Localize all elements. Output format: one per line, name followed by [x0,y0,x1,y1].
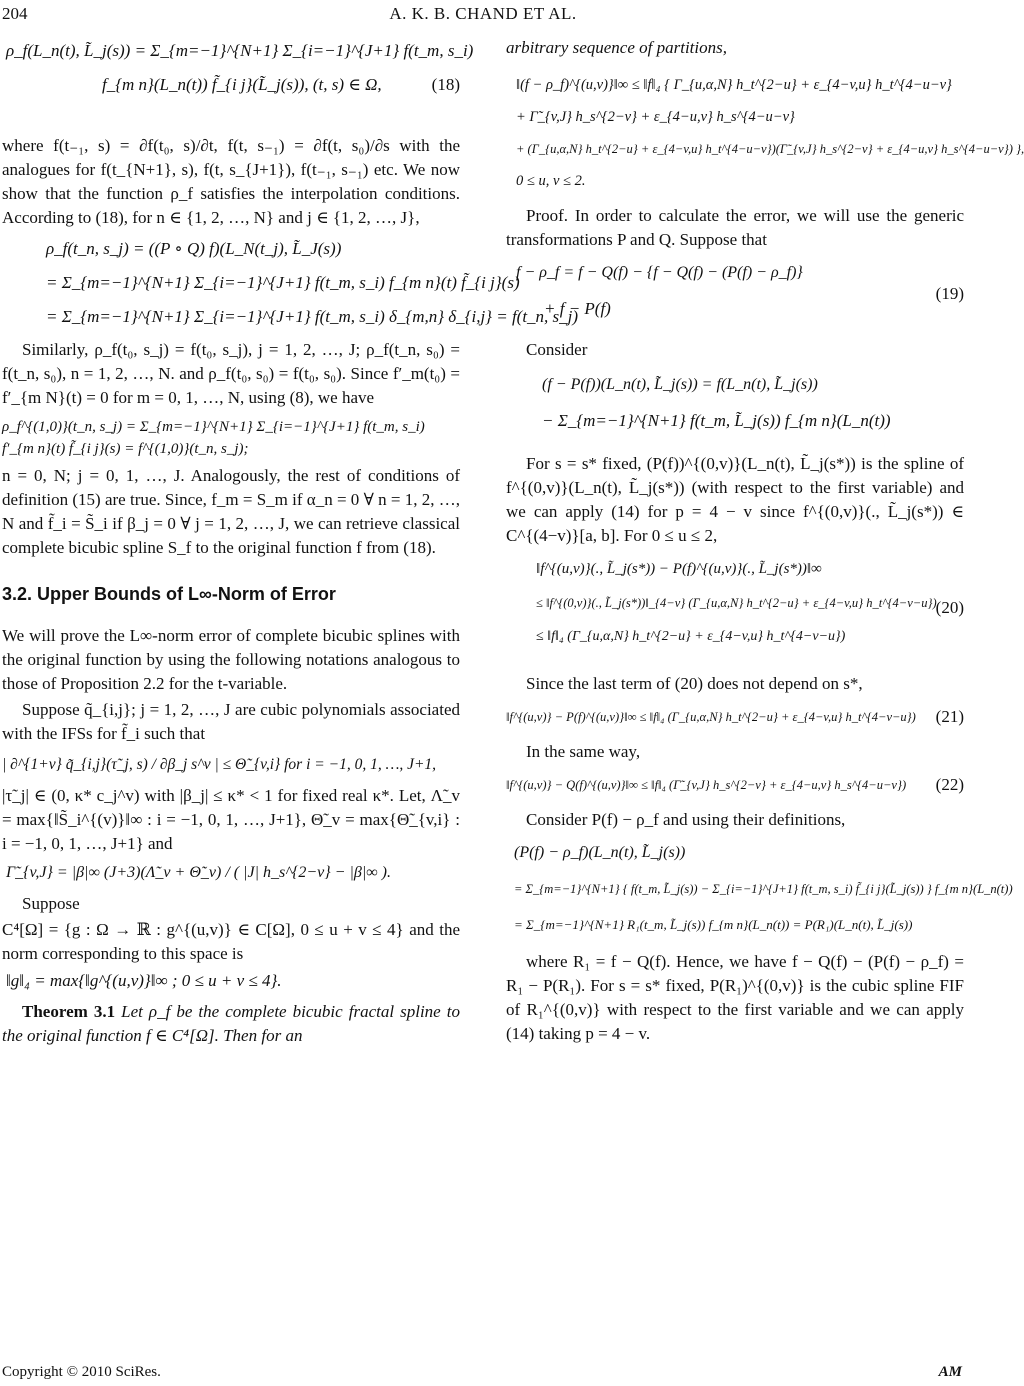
running-head: A. K. B. CHAND ET AL. [389,4,577,23]
equation-line: = Σ_{m=−1}^{N+1} R₁(t_m, L̃_j(s)) f_{m n}(L_n(t)) = P(R₁)(L_n(t), L̃_j(s)) [514,917,913,932]
equation-line: 0 ≤ u, v ≤ 2. [516,173,586,189]
paragraph: where f(t₋₁, s) = ∂f(t₀, s)/∂t, f(t, s₋₁) = ∂f(t, s₀)/∂s with the analogues for f(t_{N+1}, s), f(t, s_{J+1}), f(t₋₁, s₋₁) etc. We now show that the function ρ_f satisfies the interpolation conditions. According to (18), for n ∈ {1, 2, …, N} and j ∈ {1, 2, …, J}, [2,136,460,227]
equation-18-line-2: f_{m n}(L_n(t)) f̃_{i j}(L̃_j(s)), (t, s) ∈ Ω, [102,75,382,94]
equation-22 [506,774,964,796]
paragraph: Suppose [22,894,80,913]
equation-19-line-2: + f − P(f) [544,299,611,318]
equation-20 [506,558,964,658]
theorem-text: Let ρ_f be the complete bicubic fractal spline to the original function f ∈ C⁴[Ω]. Then for an [2,1002,460,1045]
paragraph: Consider P(f) − ρ_f and using their definitions, [526,810,846,829]
equation-line: = Σ_{m=−1}^{N+1} Σ_{i=−1}^{J+1} f(t_m, s_i) f_{m n}(t) f̃_{i j}(s) [46,273,520,292]
paragraph: In the same way, [526,742,641,761]
journal-abbrev: AM [938,1364,962,1380]
equation-line: | ∂^{1+v} q̃_{i,j}(τ̃_j, s) / ∂β_j s^v | ≤ Θ̃_{v,i} for i = −1, 0, 1, …, J+1, [2,756,437,773]
equation-18-number: (18) [431,75,460,94]
equation-line: (P(f) − ρ_f)(L_n(t), L̃_j(s)) [514,844,686,861]
page-number: 204 [2,4,28,23]
paragraph: Suppose q̃_{i,j}; j = 1, 2, …, J are cubic polynomials associated with the IFSs for f̃_i such that [2,700,460,743]
equation-20-number: (20) [935,598,964,617]
right-column [506,36,1024,1048]
theorem [2,1000,460,1048]
equation-derivative [2,416,460,460]
equation-line: Γ̃_{v,J} = |β|∞ (J+3)(Λ̃_v + Θ̃_v) / ( |J| h_s^{2−v} − |β|∞ ). [6,864,391,881]
equation-19 [506,262,964,326]
equation-p-minus-rho [506,842,1013,936]
equation-20-line-3: ≤ ‖f‖₄ (Γ_{u,α,N} h_t^{2−u} + ε_{4−v,u} h_t^{4−v−u}) [536,629,846,644]
equation-22-number: (22) [935,775,964,794]
equation-21 [506,706,964,728]
equation-21-number: (21) [935,707,964,726]
equation-line: = Σ_{m=−1}^{N+1} { f(t_m, L̃_j(s)) − Σ_{i=−1}^{J+1} f(t_m, s_i) f̃_{i j}(L̃_j(s)) } f_{m n}(L_n(t)) [514,882,1013,896]
page-header [0,4,966,28]
equation-22-line: ‖f^{(u,v)} − Q(f)^{(u,v)}‖∞ ≤ ‖f‖₄ (Γ̃_{v,J} h_s^{2−v} + ε_{4−u,v} h_s^{4−u−v}) [506,778,907,792]
equation-21-line: ‖f^{(u,v)} − P(f)^{(u,v)}‖∞ ≤ ‖f‖₄ (Γ_{u,α,N} h_t^{2−u} + ε_{4−v,u} h_t^{4−v−u}) [506,710,916,724]
paragraph: Proof. In order to calculate the error, we will use the generic transformations P and Q. Suppose that [506,206,964,249]
paragraph: n = 0, N; j = 0, 1, …, J. Analogously, the rest of conditions of definition (15) are true. Since, f_m = S_m if α_n = 0 ∀ n = 1, 2, …, N and f̃_i = S̃_i if β_j = 0 ∀ j = 1, 2, …, J, we can retrieve classical complete bicubic spline S_f to the original function f from (18). [2,466,460,557]
paragraph: Similarly, ρ_f(t₀, s_j) = f(t₀, s_j), j = 1, 2, …, J; ρ_f(t_n, s₀) = f(t_n, s₀), n = 1, 2, …, N. and ρ_f(t₀, s₀) = f(t₀, s₀). Since f′_m(t₀) = f′_{m N}(t) = 0 for m = 0, 1, …, N, using (8), we have [2,340,460,407]
copyright: Copyright © 2010 SciRes. [2,1364,161,1380]
equation-line: ‖(f − ρ_f)^{(u,v)}‖∞ ≤ ‖f‖₄ { Γ_{u,α,N} h_t^{2−u} + ε_{4−v,u} h_t^{4−u−v} [516,77,952,93]
equation-line: ρ_f^{(1,0)}(t_n, s_j) = Σ_{m=−1}^{N+1} Σ_{i=−1}^{J+1} f(t_m, s_i) f′_{m n}(t) f̃_{i j}(s) = f^{(1,0)}(t_n, s_j); [2,419,425,457]
paragraph: For s = s* fixed, (P(f))^{(0,v)}(L_n(t), L̃_j(s*)) is the spline of f^{(0,v)}(L_n(t), L̃_j(s*)) (with respect to the first variable) and we can apply (14) for p = 4 − v since f^{(0,v)}(., L̃_j(s*)) ∈ C^{(4−v)}[a, b]. For 0 ≤ u ≤ 2, [506,454,964,545]
page-footer [0,1364,966,1384]
equation-line: − Σ_{m=−1}^{N+1} f(t_m, L̃_j(s)) f_{m n}(L_n(t)) [542,411,891,430]
equation-20-line-1: ‖f^{(u,v)}(., L̃_j(s*)) − P(f)^{(u,v)}(., L̃_j(s*))‖∞ [536,561,822,577]
equation-line: ρ_f(t_n, s_j) = ((P ∘ Q) f)(L_N(t_j), L̃_J(s)) [46,239,342,258]
equation-18 [2,40,474,130]
equation-bound-theta [2,754,460,776]
equation-theorem-bound [506,74,1024,192]
equation-line: ‖g‖₄ = max{‖g^{(u,v)}‖∞ ; 0 ≤ u + v ≤ 4}. [6,971,282,990]
equation-gamma [2,862,460,884]
equation-line: (f − P(f))(L_n(t), L̃_j(s)) = f(L_n(t), L̃_j(s)) [542,376,818,393]
equation-residual [506,374,964,432]
paragraph: We will prove the L∞-norm error of complete bicubic splines with the original function by using the following notations analogous to those of Proposition 2.2 for the t-variable. [2,626,460,693]
equation-line: = Σ_{m=−1}^{N+1} Σ_{i=−1}^{J+1} f(t_m, s_i) δ_{m,n} δ_{i,j} = f(t_n, s_j) [46,307,579,326]
paragraph: C⁴[Ω] = {g : Ω → ℝ : g^{(u,v)} ∈ C[Ω], 0 ≤ u + v ≤ 4} and the norm corresponding to this space is [2,920,460,963]
paragraph: where R₁ = f − Q(f). Hence, we have f − Q(f) − (P(f) − ρ_f) = R₁ − P(R₁). For s = s* fixed, P(R₁)^{(0,v)} is the cubic spline FIF of R₁^{(0,v)} with respect to the first variable and we can apply (14) taking p = 4 − v. [506,952,964,1043]
paragraph: Consider [526,340,588,359]
paragraph: arbitrary sequence of partitions, [506,38,727,57]
equation-norm [2,970,460,992]
paragraph: |τ̃_j| ∈ (0, κ* c_j^v) with |β_j| ≤ κ* < 1 for fixed real κ*. Let, Λ̃_v = max{‖S̃_i^{(v)}‖∞ : i = −1, 0, 1, …, J+1}, Θ̃_v = max{Θ̃_{v,i} : i = −1, 0, 1, …, J+1} and [2,786,460,853]
theorem-label: Theorem 3.1 [22,1002,116,1021]
equation-19-number: (19) [935,284,964,303]
equation-line: + Γ̃_{v,J} h_s^{2−v} + ε_{4−u,v} h_s^{4−u−v} [516,109,795,125]
equation-18-line-1: ρ_f(L_n(t), L̃_j(s)) = Σ_{m=−1}^{N+1} Σ_{i=−1}^{J+1} f(t_m, s_i) [6,41,474,60]
equation-20-line-2: ≤ ‖f^{(0,v)}(., L̃_j(s*))‖_{4−v} (Γ_{u,α,N} h_t^{2−u} + ε_{4−v,u} h_t^{4−v−u}) [536,596,937,610]
section-heading: 3.2. Upper Bounds of L∞-Norm of Error [2,584,336,604]
paragraph: Since the last term of (20) does not depend on s*, [526,674,863,693]
equation-line: + (Γ_{u,α,N} h_t^{2−u} + ε_{4−v,u} h_t^{4−u−v})(Γ̃_{v,J} h_s^{2−v} + ε_{4−u,v} h_s^{4−u−v}) }, [516,142,1024,156]
equation-19-line-1: f − ρ_f = f − Q(f) − {f − Q(f) − (P(f) − ρ_f)} [516,264,803,281]
